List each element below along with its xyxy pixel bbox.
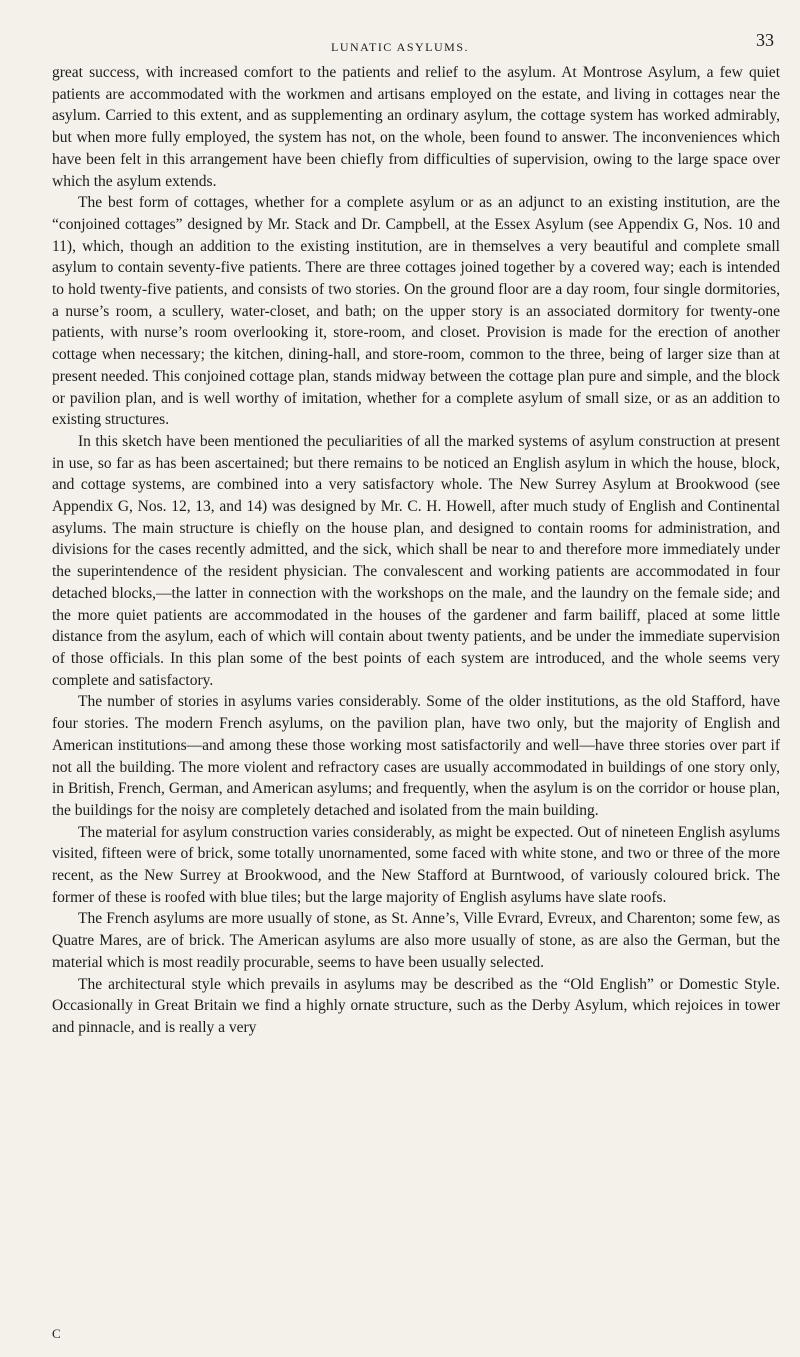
paragraph-new-surrey-asylum: In this sketch have been mentioned the peculiarities of all the marked systems of asylum construction at present in use, so far as has been ascertained; but there remains to be noticed an English asylum in which the house, block, and cottage systems, are combined into a very satisfactory whole. The New Surrey Asylum at Brookwood (see Appendix G, Nos. 12, 13, and 14) was designed by Mr. C. H. Howell, after much study of English and Continental asylums. The main structure is chiefly on the house plan, and designed to contain rooms for administration, and divisions for the cases recently admitted, and the sick, which shall be near to and therefore more immediately under the superintendence of the resident physician. The convalescent and working patients are accommodated in four detached blocks,—the latter in connection with the workshops on the male, and the laundry on the female side; and the more quiet patients are accommodated in the houses of the gardener and farm bailiff, placed at some little distance from the asylum, each of which will contain about twenty patients, and be under the immediate supervision of those officials. In this plan some of the best points of each system are introduced, and the whole seems very complete and satisfactory. — [52, 432, 780, 689]
paragraph-architectural-style: The architectural style which prevails in asylums may be described as the “Old English” or Domestic Style. Occasionally in Great Britain we find a highly ornate structure, such as the Derby Asylum, which rejoices in tower and pinnacle, and is really a very — [52, 975, 780, 1036]
body-text — [52, 62, 780, 1039]
paragraph-building-material: The material for asylum construction varies considerably, as might be expected. Out of nineteen English asylums visited, fifteen were of brick, some totally unornamented, some faced with white stone, and two or three of the more recent, as the New Surrey at Brookwood, and the New Stafford at Burntwood, of variously coloured brick. The former of these is roofed with blue tiles; but the large majority of English asylums have slate roofs. — [52, 823, 780, 906]
page-number: 33 — [756, 30, 774, 50]
paragraph-french-american-asylums: The French asylums are more usually of stone, as St. Anne’s, Ville Evrard, Evreux, and Charenton; some few, as Quatre Mares, are of brick. The American asylums are also more usually of stone, as are also the German, but the material which is most readily procurable, seems to have been usually selected. — [52, 910, 780, 971]
running-head: LUNATIC ASYLUMS. — [330, 40, 469, 54]
paragraph-conjoined-cottages: The best form of cottages, whether for a complete asylum or as an adjunct to an existing institution, are the “conjoined cottages” designed by Mr. Stack and Dr. Campbell, at the Essex Asylum (see Appendix G, Nos. 10 and 11), which, though an addition to the existing institution, are in themselves a very beautiful and complete small asylum to contain seventy-five patients. There are three cottages joined together by a covered way; each is intended to hold twenty-five patients, and consists of two stories. On the ground floor are a day room, four single dormitories, a nurse’s room, a scullery, water-closet, and bath; on the upper story is an associated dormitory for twenty-one patients, with nurse’s room overlooking it, store-room, and closet. Provision is made for the erection of another cottage when necessary; the kitchen, dining-hall, and store-room, common to the three, being of larger size than at present needed. This conjoined cottage plan, stands midway between the cottage plan pure and simple, and the block or pavilion plan, and is well worthy of imitation, whether for a complete asylum of small size, or as an addition to existing structures. — [52, 194, 780, 429]
paragraph-cottage-success: great success, with increased comfort to the patients and relief to the asylum. At Montrose Asylum, a few quiet patients are accommodated with the workmen and artisans employed on the estate, and living in cottages near the asylum. Carried to this extent, and as supplementing an ordinary asylum, the cottage system has worked admirably, but when more fully employed, the system has not, on the whole, been found to answer. The inconveniences which have been felt in this arrangement have been chiefly from difficulties of supervision, owing to the large space over which the asylum extends. — [52, 64, 780, 190]
signature-mark: C — [52, 1326, 61, 1341]
paragraph-number-of-stories: The number of stories in asylums varies considerably. Some of the older institutions, as the old Stafford, have four stories. The modern French asylums, on the pavilion plan, have two only, but the majority of English and American institutions—and among these those working most satisfactorily and well—have three stories over part if not all the building. The more violent and refractory cases are usually accommodated in buildings of one story only, in British, French, German, and American asylums; and frequently, when the asylum is on the corridor or house plan, the buildings for the noisy are completely detached and isolated from the main building. — [52, 693, 780, 819]
